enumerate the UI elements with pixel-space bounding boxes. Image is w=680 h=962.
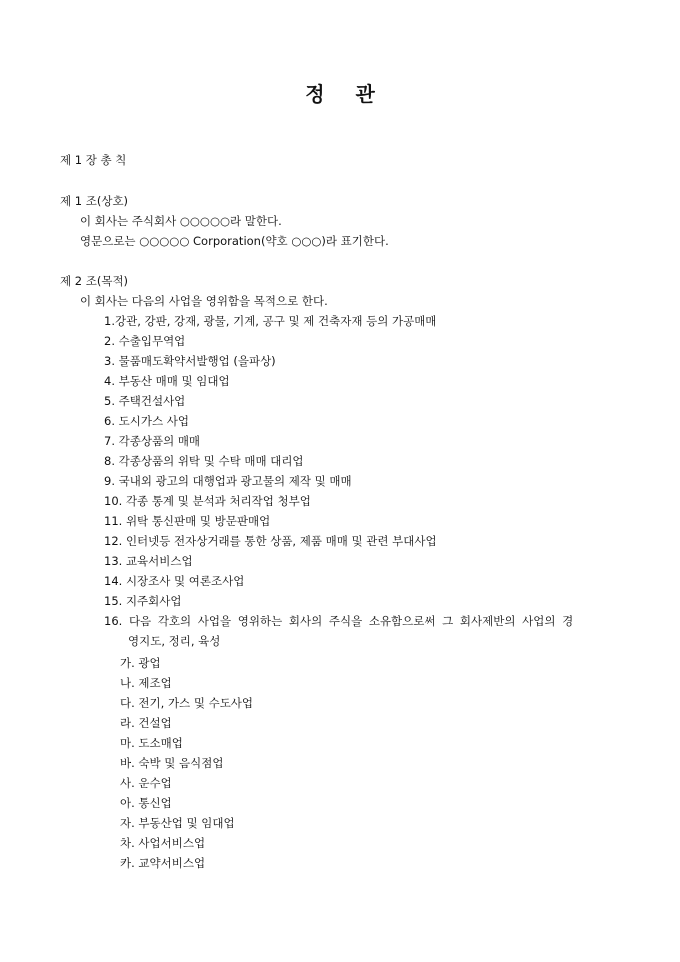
article-1-line: 이 회사는 주식회사 ○○○○○라 말한다. [80,214,282,228]
purpose-item: 12. 인터넷등 전자상거래를 통한 상품, 제품 매매 및 관련 부대사업 [104,534,437,548]
purpose-item: 11. 위탁 통신판매 및 방문판매업 [104,514,271,528]
purpose-item: 16. 다음 각호의 사업을 영위하는 회사의 주식을 소유함으로써 그 회사제반의 사업의 경 [104,614,574,628]
article-2-intro: 이 회사는 다음의 사업을 영위함을 목적으로 한다. [80,294,328,308]
purpose-item: 5. 주택건설사업 [104,394,186,408]
sub-item: 차. 사업서비스업 [120,836,206,850]
purpose-item: 14. 시장조사 및 여론조사업 [104,574,245,588]
purpose-item: 3. 물품매도확약서발행업 (을파상) [104,354,276,368]
purpose-item: 10. 각종 통계 및 분석과 처리작업 청부업 [104,494,311,508]
sub-item: 라. 건설업 [120,716,172,730]
purpose-item: 7. 각종상품의 매매 [104,434,201,448]
purpose-item: 13. 교육서비스업 [104,554,193,568]
purpose-item: 1.강관, 강판, 강재, 광물, 기계, 공구 및 제 건축자재 등의 가공매매 [104,314,437,328]
purpose-item: 6. 도시가스 사업 [104,414,189,428]
document-title: 정 관 [305,82,387,106]
sub-item: 아. 통신업 [120,796,172,810]
article-1-heading: 제 1 조(상호) [60,194,129,208]
purpose-item: 9. 국내외 광고의 대행업과 광고물의 제작 및 매매 [104,474,352,488]
sub-item: 나. 제조업 [120,676,172,690]
sub-item: 자. 부동산업 및 임대업 [120,816,235,830]
article-1-line: 영문으로는 ○○○○○ Corporation(약호 ○○○)라 표기한다. [80,234,389,248]
sub-item: 사. 운수업 [120,776,172,790]
sub-item: 마. 도소매업 [120,736,183,750]
sub-item: 카. 교약서비스업 [120,856,206,870]
article-2-heading: 제 2 조(목적) [60,274,129,288]
purpose-item-continuation: 영지도, 정리, 육성 [128,634,221,648]
purpose-item: 4. 부동산 매매 및 임대업 [104,374,230,388]
chapter-heading: 제 1 장 총 칙 [60,153,127,167]
purpose-item: 2. 수출입무역업 [104,334,186,348]
sub-item: 다. 전기, 가스 및 수도사업 [120,696,254,710]
purpose-item: 15. 지주회사업 [104,594,182,608]
sub-item: 가. 광업 [120,656,161,670]
sub-item: 바. 숙박 및 음식점업 [120,756,224,770]
purpose-item: 8. 각종상품의 위탁 및 수탁 매매 대리업 [104,454,304,468]
